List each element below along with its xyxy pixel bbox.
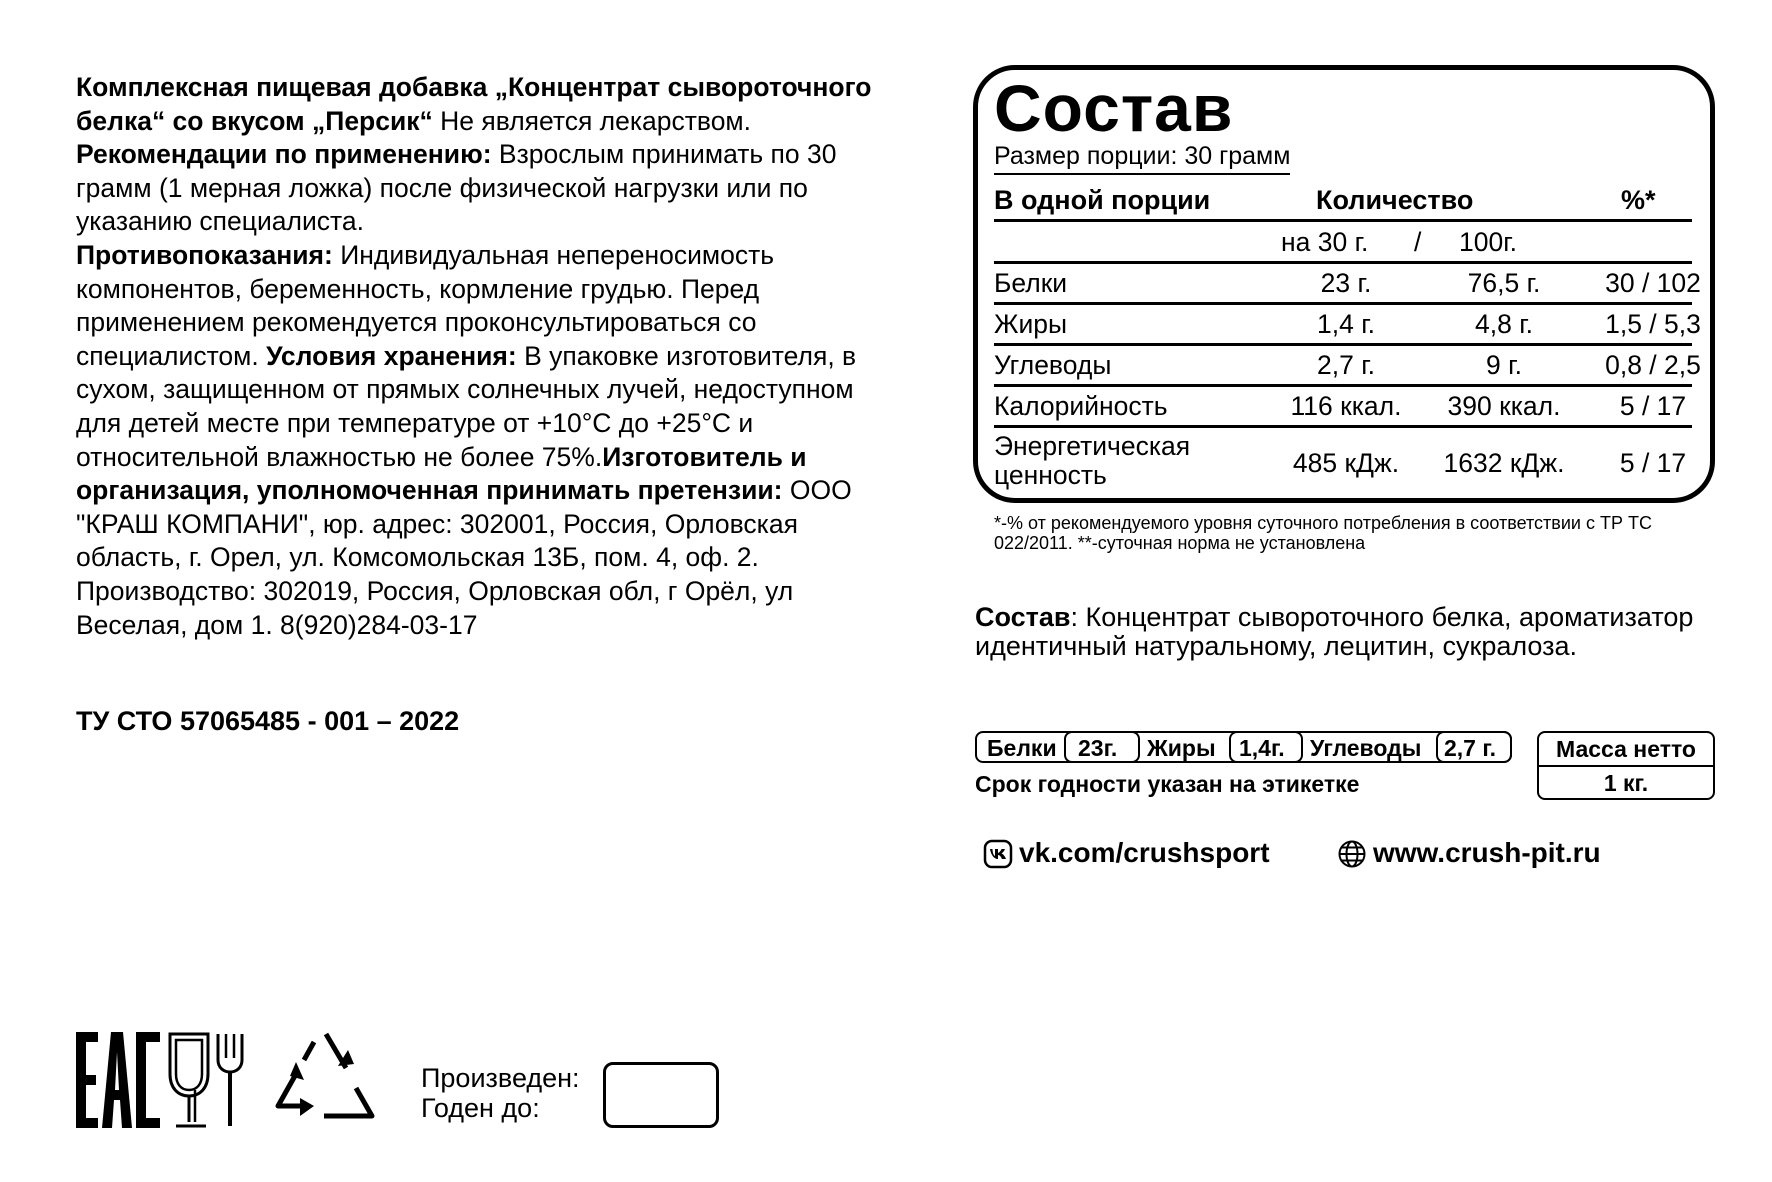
vk-icon — [983, 839, 1013, 869]
table-divider — [994, 302, 1692, 305]
row-per30: 23 г. — [1320, 268, 1372, 298]
table-divider — [994, 261, 1692, 264]
manufacturer-text: ООО "КРАШ КОМПАНИ", юр. адрес: 302001, Россия, Орловская область, г. Орел, ул. Комсомольская 13Б, пом. 4, оф. 2. Производство: 302019, Россия, Орловская обл, г Орёл, ул Веселая, дом 1. 8(920)284-03-17 — [76, 475, 852, 640]
row-per100: 1632 кДж. — [1443, 448, 1565, 478]
macro-protein-box — [1064, 731, 1140, 763]
row-name: Белки — [994, 268, 1068, 298]
date-stamp-box — [603, 1062, 719, 1128]
website-link[interactable] — [1337, 837, 1601, 869]
row-per100: 4,8 г. — [1475, 309, 1533, 339]
macro-fat-value: 1,4г. — [1239, 735, 1285, 761]
macro-carbs-box — [1436, 731, 1512, 763]
product-name: Комплексная пищевая добавка „Концентрат сывороточного белка“ со вкусом „Персик“ — [76, 72, 872, 136]
vk-url[interactable]: vk.com/crushsport — [1019, 837, 1270, 868]
macro-protein-label: Белки — [987, 735, 1057, 761]
macro-fat-box — [1229, 731, 1303, 763]
not-medicine-note: Не является лекарством. — [432, 105, 752, 136]
recycle-icon — [274, 1030, 378, 1126]
website-url[interactable]: www.crush-pit.ru — [1373, 837, 1601, 868]
row-name: Калорийность — [994, 391, 1168, 421]
row-per100: 390 ккал. — [1447, 391, 1561, 421]
usage-text: Взрослым принимать по 30 грамм (1 мерная ложка) после физической нагрузки или по указанию специалиста. — [76, 139, 837, 237]
ingredients — [975, 603, 1715, 661]
panel-title: Состав — [994, 71, 1234, 145]
macro-fat-label: Жиры — [1147, 735, 1216, 761]
usage-label: Рекомендации по применению: — [76, 139, 492, 170]
header-portion: В одной порции — [994, 185, 1211, 215]
row-percent: 5 / 17 — [1619, 391, 1687, 421]
produced-label: Произведен: — [421, 1063, 580, 1093]
row-percent: 0,8 / 2,5 — [1605, 350, 1701, 380]
storage-label: Условия хранения: — [266, 340, 517, 371]
header-amount: Количество — [1316, 185, 1474, 215]
row-name: Углеводы — [994, 350, 1112, 380]
table-divider — [994, 343, 1692, 346]
vk-link[interactable] — [983, 837, 1270, 869]
macro-carbs-value: 2,7 г. — [1444, 735, 1497, 761]
shelf-life-note: Срок годности указан на этикетке — [975, 771, 1360, 797]
row-name: Жиры — [994, 309, 1068, 339]
contraindications-label: Противопоказания: — [76, 239, 333, 270]
manufacturer-label: Изготовитель и организация, уполномоченная принимать претензии: — [76, 441, 807, 506]
standard-code: ТУ СТО 57065485 - 001 – 2022 — [76, 706, 460, 736]
table-divider — [994, 219, 1692, 222]
net-weight-divider — [1539, 765, 1713, 767]
production-dates — [421, 1063, 580, 1123]
row-per30: 1,4 г. — [1317, 309, 1375, 339]
nutrition-panel — [973, 65, 1715, 503]
expires-label: Годен до: — [421, 1093, 540, 1123]
table-divider — [994, 425, 1692, 428]
ingredients-text: : Концентрат сывороточного белка, ароматизатор идентичный натуральному, лецитин, сукралоза. — [975, 602, 1694, 661]
product-description — [76, 71, 896, 642]
row-name: Энергетическая — [994, 431, 1191, 461]
contraindications-text: Индивидуальная непереносимость компонентов, беременность, кормление грудью. Перед применением рекомендуется проконсультироваться со специалистом. — [76, 239, 775, 371]
row-percent: 5 / 17 — [1619, 448, 1687, 478]
macros-strip — [975, 731, 1512, 763]
row-per100: 9 г. — [1486, 350, 1522, 380]
subheader-per30: на 30 г. — [1281, 227, 1369, 257]
net-weight-value: 1 кг. — [1603, 770, 1649, 796]
row-per30: 485 кДж. — [1292, 448, 1400, 478]
serving-size: Размер порции: 30 грамм — [994, 142, 1290, 175]
footnote: *-% от рекомендуемого уровня суточного потребления в соответствии с ТР ТС 022/2011. **-суточная норма не установлена — [994, 513, 1652, 553]
subheader-slash: / — [1414, 227, 1422, 257]
food-contact-icon — [166, 1030, 256, 1130]
row-name-line2: ценность — [994, 460, 1107, 490]
subheader-per100: 100г. — [1459, 227, 1518, 257]
row-per100: 76,5 г. — [1467, 268, 1541, 298]
macro-carbs-label: Углеводы — [1310, 735, 1422, 761]
table-divider — [994, 384, 1692, 387]
row-per30: 116 ккал. — [1290, 391, 1402, 421]
row-per30: 2,7 г. — [1317, 350, 1375, 380]
macro-protein-value: 23г. — [1078, 735, 1118, 761]
row-percent: 1,5 / 5,3 — [1605, 309, 1701, 339]
header-percent: %* — [1621, 185, 1656, 215]
row-percent: 30 / 102 — [1605, 268, 1701, 298]
net-weight-label: Масса нетто — [1556, 736, 1696, 762]
ingredients-label: Состав — [975, 602, 1071, 632]
globe-icon — [1337, 839, 1367, 869]
storage-text: В упаковке изготовителя, в сухом, защищенном от прямых солнечных лучей, недоступном для детей месте при температуре от +10°С до +25°С и относительной влажностью не более 75%. — [76, 340, 857, 472]
net-weight-box — [1537, 731, 1715, 800]
